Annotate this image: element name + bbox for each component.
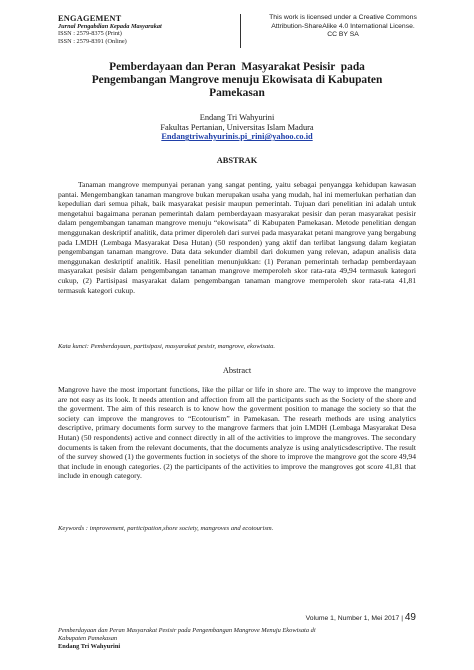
article-title bbox=[58, 61, 416, 100]
author-name: Endang Tri Wahyurini bbox=[199, 113, 275, 122]
author-affiliation: Fakultas Pertanian, Universitas Islam Madura bbox=[160, 122, 314, 132]
license-line-2: Attribution-ShareAlike 4.0 International License. bbox=[271, 22, 415, 30]
abstract-text: Mangrove have the most important functions, like the pillar or life in shore are. The way to improve the mangrove are not easy as its look. It needs attention and affection from all the participants such as the Society of the shore and the goverment. The aim of this research is to know how the goverment position to manage the society so that the society can improve the mangroves to “Ecotourism” in Pamekasan. The researh methods are using analytics descriptive, primary documents form survey to the mangrove farmers that join LMDH (Lembaga Masyarakat Desa Hutan) (50 respondents) active and connect directly in all of the activities to improve the mangroves. The secondary documents is taken from the relevant documents, that the documents analyze is using analyticsdescriptive. The result of the survey showed (1) the goverments fuction in societys of the shore to improve the mangrove got the score 49,94 that include in enough categories. (2) the participants of the activities to improve the mangroves got score 41,81 that include in enough category. bbox=[58, 385, 416, 481]
license-notice bbox=[248, 14, 438, 40]
abstract-heading: Abstract bbox=[222, 366, 252, 375]
author-block bbox=[58, 113, 416, 142]
issn-online: ISSN : 2579-8391 (Online) bbox=[58, 37, 127, 45]
title-line-3: Pamekasan bbox=[209, 87, 265, 99]
volume-info: Volume 1, Number 1, Mei 2017 | bbox=[305, 615, 403, 622]
page-header bbox=[58, 14, 438, 50]
page-number-block bbox=[306, 612, 416, 623]
page-number: 49 bbox=[404, 612, 416, 623]
citation-line-1: Pemberdayaan dan Peran Masyarakat Pesisir pada Pengembangan Mangrove Menuju Ekowisata di bbox=[58, 627, 316, 634]
title-line-2: Pengembangan Mangrove menuju Ekowisata di Kabupaten bbox=[91, 74, 383, 86]
abstrak-heading: ABSTRAK bbox=[216, 156, 258, 165]
title-line-1: Pemberdayaan dan Peran Masyarakat Pesisir pada bbox=[109, 61, 365, 73]
issn-print: ISSN : 2579-8375 (Print) bbox=[58, 30, 122, 38]
author-email-link[interactable]: Endangtriwahyurinis.pi_rini@yahoo.co.id bbox=[161, 132, 313, 142]
header-divider bbox=[240, 14, 241, 48]
abstract-keywords: Keywords : improvement, participation,shore society, mangroves and ecotourism. bbox=[58, 525, 274, 532]
journal-subtitle: Jurnal Pengabdian Kepada Masyarakat bbox=[58, 23, 162, 30]
journal-info bbox=[58, 14, 162, 45]
license-line-1: This work is licensed under a Creative Commons bbox=[269, 14, 417, 21]
abstrak-text: Tanaman mangrove mempunyai peranan yang sangat penting, yaitu sebagai penyangga kehidupan kawasan pantai. Mengembangkan tanaman mangrove bukan merupakan usaha yang mudah, hal ini memerlukan perhatian dan kepedulian dari semua pihak, baik masyarakat pesisir maupun pemerintah. Tujuan dari penelitian ini adalah untuk mengetahui bagaimana peranan pemerintah dalam pemberdayaan masyarakat pesisir dan peran masyarakat pesisir dalam pengembangan tanaman mangrove menuju “ekowisata” di Kabupaten Pamekasan. Metode penelitian dengan menggunakan deskriptif analitik, data primer diperoleh dari survei pada masyarakat petani mangrove yang bergabung pada LMDH (Lembaga Masyarakat Desa Hutan) (50 responden) yang aktif dan terlibat langsung dalam kegiatan pengembangan tanaman mangrove. Data data sekunder diambil dari dokumen yang relevan, adapun analisis data menggunakan deskriptif analitik. Hasil penelitian menunjukkan: (1) Peranan pemerintah terhadap pemberdayaan masyarakat pesisir dalam pengembangan tanaman mangrove memperoleh skor rata-rata 49,94 termasuk kategori cukup, (2) Partisipasi masyarakat dalam pengembangan tanaman mangrove memperoleh skor rata-rata 41,81 termasuk kategori cukup. bbox=[58, 180, 416, 295]
footer-author: Endang Tri Wahyurini bbox=[58, 643, 121, 650]
journal-name: ENGAGEMENT bbox=[58, 14, 122, 23]
abstrak-keywords: Kata kunci: Pemberdayaan, partisipasi, masyarakat pesisir, mangrove, ekowisata. bbox=[58, 343, 276, 350]
license-line-3: CC BY SA bbox=[327, 31, 359, 38]
page-footer bbox=[58, 627, 398, 651]
citation-line-2: Kabupaten Pamekasan bbox=[58, 635, 118, 642]
